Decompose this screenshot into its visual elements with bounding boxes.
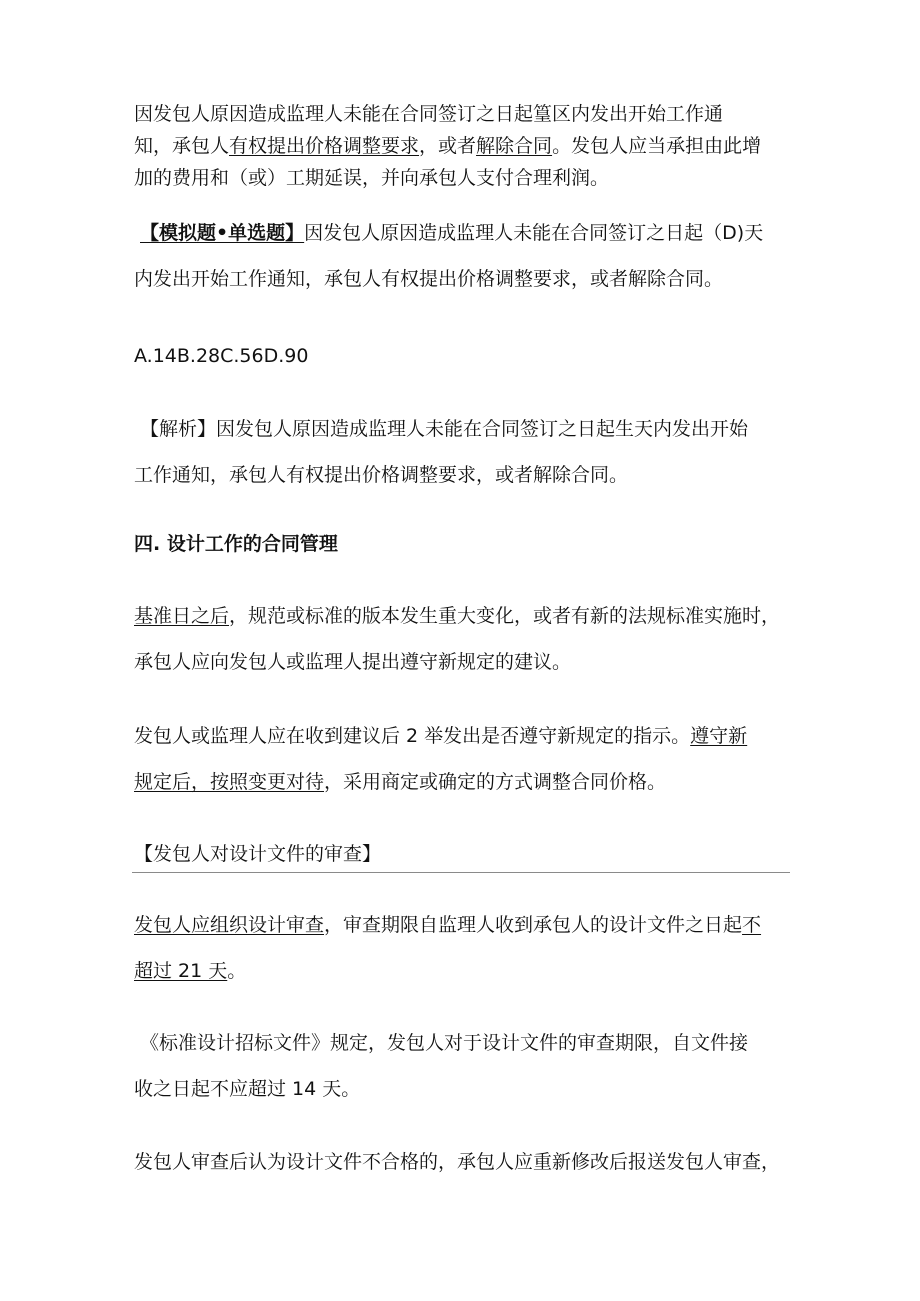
text-line [134,130,794,162]
text-line: 因发包人原因造成监理人未能在合同签订之日起篁区内发出开始工作通 [134,103,724,125]
paragraph-design-review [134,902,794,994]
divider-line [132,872,790,873]
text-line: 加的费用和（或）工期延误，并向承包人支付合理利润。 [134,167,610,189]
text-line: 内发出开始工作通知，承包人有权提出价格调整要求，或者解除合同。 [134,268,724,290]
text-line: 收之日起不应超过 14 天。 [134,1078,361,1100]
text-line [134,759,794,805]
text-run: ，采用商定或确定的方式调整合同价格。 [324,771,667,793]
text-line [134,902,794,948]
text-run: ，审查期限自监理人收到承包人的设计文件之日起 [324,914,743,936]
text-line [134,210,794,256]
question-single-choice [134,210,794,302]
underlined-text: 规定后，按照变更对待 [134,771,325,793]
paragraph-start-notice [134,98,794,194]
text-run: 知，承包人 [134,135,230,157]
paragraph-standard-docs [134,1020,794,1112]
underlined-text: 解除合同 [476,135,553,157]
text-run: ，或者 [419,135,477,157]
paragraph-new-rules [134,713,794,805]
text-run: 因发包人原因造成监理人未能在合同签订之日起（D)天 [304,222,764,244]
answer-options [134,340,794,372]
text-run: ，规范或标准的版本发生重大变化，或者有新的法规标准实施时， [229,605,781,627]
heading-text: 四. 设计工作的合同管理 [134,533,338,555]
options-line: A.14B.28C.56D.90 [134,345,309,367]
text-run: 。发包人应当承担由此增 [552,135,762,157]
underlined-text: 发包人应组织设计审查 [134,914,325,936]
heading-text: 【发包人对设计文件的审查】 [134,843,382,865]
underlined-text: 基准日之后 [134,605,230,627]
paragraph-unqualified-design [134,1146,794,1178]
analysis-paragraph [134,406,794,498]
text-line: 【解析】因发包人原因造成监理人未能在合同签订之日起生天内发出开始 [140,418,749,440]
underlined-text: 不 [742,914,762,936]
text-run: 发包人或监理人应在收到建议后 2 举发出是否遵守新规定的指示。 [134,725,691,747]
text-run: 。 [227,960,247,982]
question-tag: 【模拟题•单选题】 [140,222,305,244]
text-line [134,713,794,759]
underlined-text: 遵守新 [690,725,748,747]
text-line: 工作通知，承包人有权提出价格调整要求，或者解除合同。 [134,464,629,486]
underlined-text: 有权提出价格调整要求 [229,135,420,157]
text-line: 承包人应向发包人或监理人提出遵守新规定的建议。 [134,651,572,673]
text-line: 《标准设计招标文件》规定，发包人对于设计文件的审查期限，自文件接 [140,1032,749,1054]
section-heading [134,528,794,560]
text-line: 发包人审查后认为设计文件不合格的，承包人应重新修改后报送发包人审查， [134,1151,781,1173]
review-heading [134,838,794,870]
text-line [134,593,794,639]
underlined-text: 超过 21 天 [134,960,228,982]
text-line [134,948,794,994]
paragraph-base-date [134,593,794,685]
